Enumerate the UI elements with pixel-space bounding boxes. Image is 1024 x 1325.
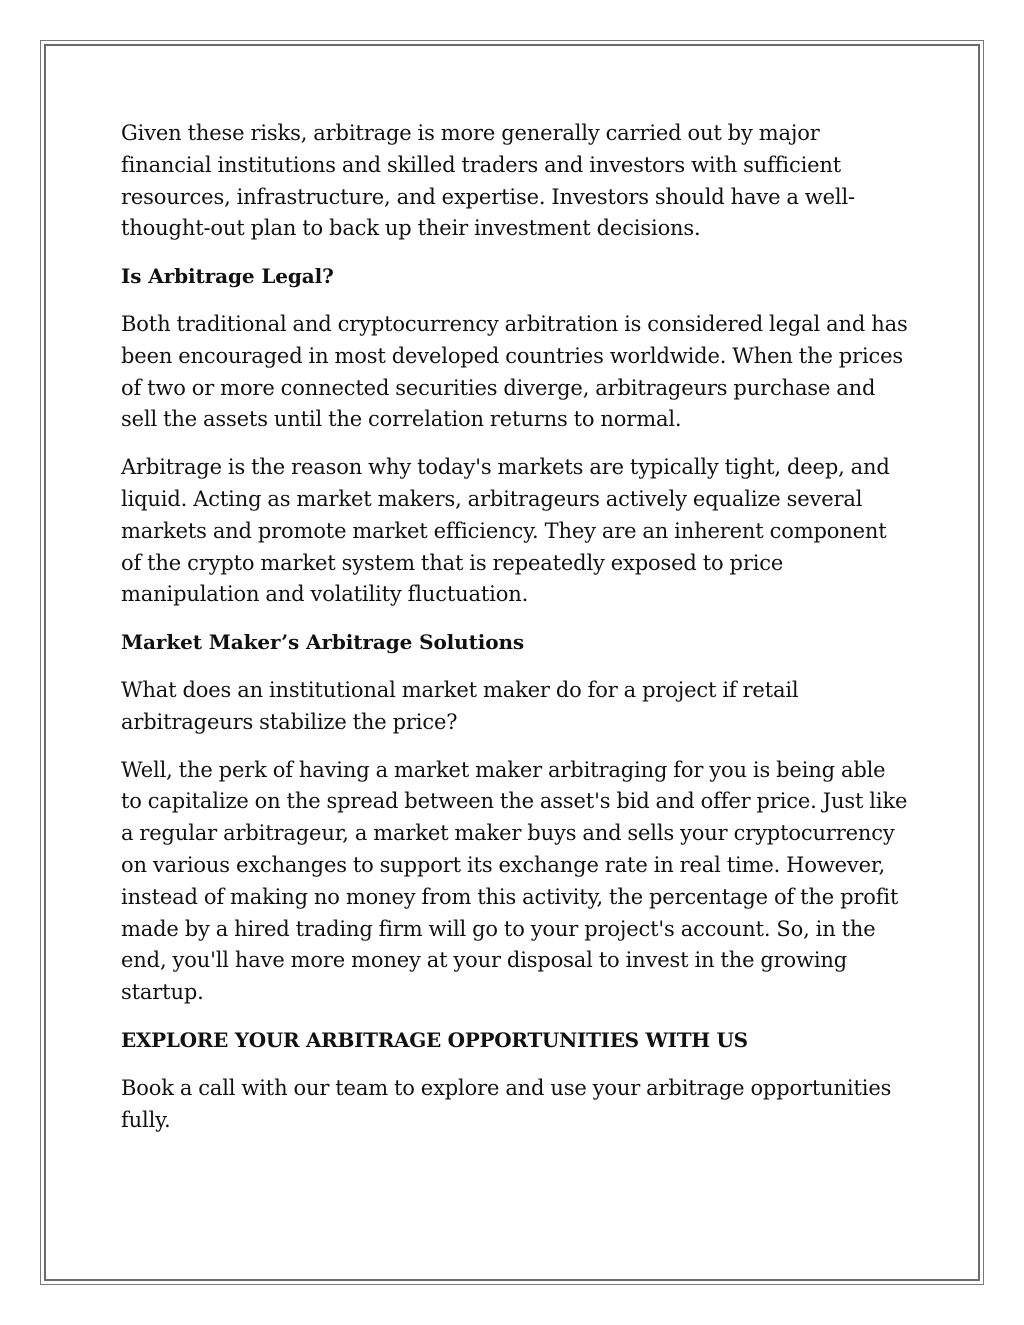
paragraph-legality: Both traditional and cryptocurrency arbitration is considered legal and has been encouraged in most developed countries worldwide. When the prices of two or more connected securities diverge, arbitrageurs purchase and sell the assets until the correlation returns to normal. — [121, 311, 908, 432]
document-body — [121, 118, 911, 1152]
heading-explore-opportunities: EXPLORE YOUR ARBITRAGE OPPORTUNITIES WITH US — [121, 1027, 748, 1052]
paragraph-book-a-call: Book a call with our team to explore and use your arbitrage opportunities fully. — [121, 1075, 892, 1132]
paragraph-market-efficiency: Arbitrage is the reason why today's markets are typically tight, deep, and liquid. Acting as market makers, arbitrageurs actively equalize several markets and promote market efficiency. They are an inherent component of the crypto market system that is repeatedly exposed to price manipulation and volatility fluctuation. — [121, 455, 890, 607]
heading-is-arbitrage-legal: Is Arbitrage Legal? — [121, 264, 334, 289]
heading-market-maker-solutions: Market Maker’s Arbitrage Solutions — [121, 630, 525, 655]
paragraph-institutional-question: What does an institutional market maker do for a project if retail arbitrageurs stabilize the price? — [121, 677, 799, 734]
paragraph-arbitrage-risks: Given these risks, arbitrage is more generally carried out by major financial institutions and skilled traders and investors with sufficient resources, infrastructure, and expertise. Investors should have a well-thought-out plan to back up their investment decisions. — [121, 121, 855, 241]
paragraph-market-maker-perk: Well, the perk of having a market maker arbitraging for you is being able to capitalize on the spread between the asset's bid and offer price. Just like a regular arbitrageur, a market maker buys and sells your cryptocurrency on various exchanges to support its exchange rate in real time. However, instead of making no money from this activity, the percentage of the profit made by a hired trading firm will go to your project's account. So, in the end, you'll have more money at your disposal to invest in the growing startup. — [121, 757, 908, 1005]
